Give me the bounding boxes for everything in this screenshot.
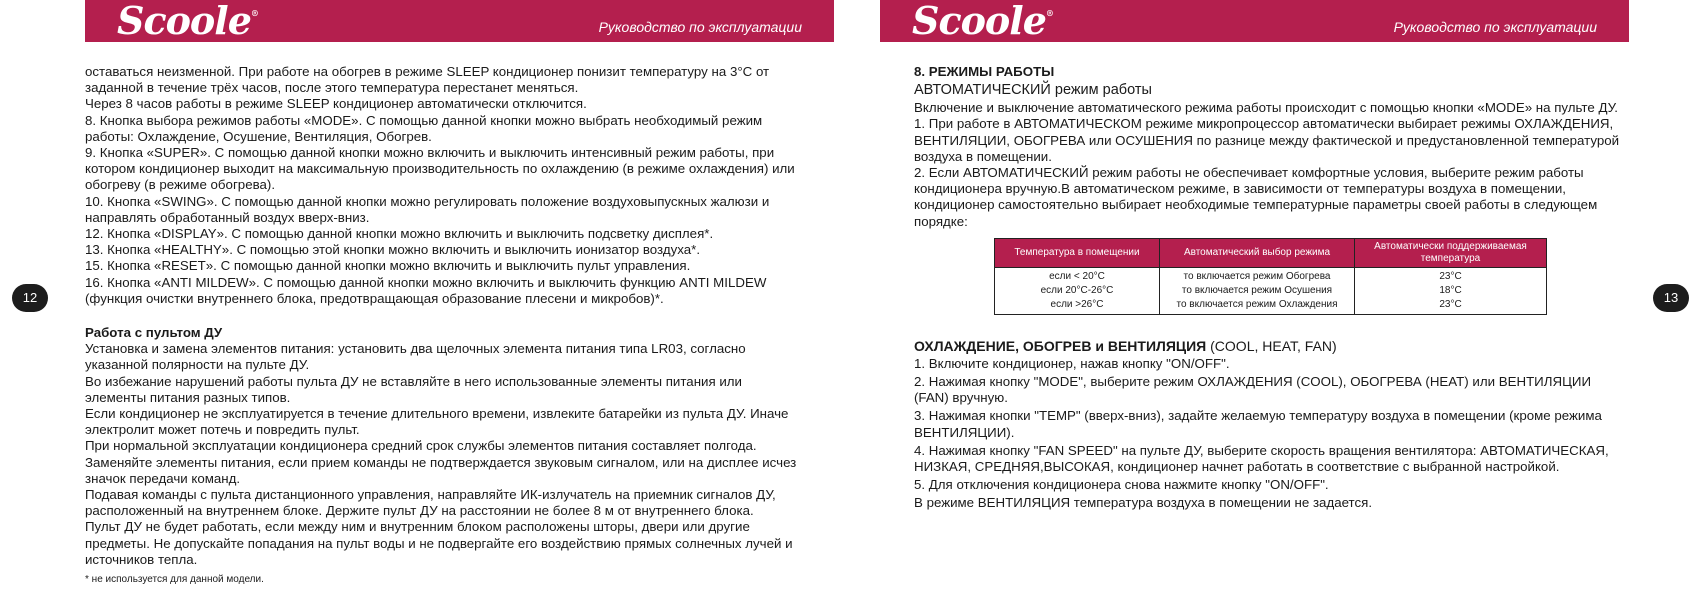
table-cell: 23°C bbox=[1355, 267, 1547, 284]
brand-logo: Scoole® bbox=[912, 0, 1053, 43]
brand-logo: Scoole® bbox=[117, 0, 258, 43]
paragraph: 3. Нажимая кнопки "TEMP" (вверх-вниз), задайте желаемую температуру воздуха в помещении (кроме режима ВЕНТИЛЯЦИИ). bbox=[914, 408, 1602, 440]
paragraph: Включение и выключение автоматического режима работы происходит с помощью кнопки «MODE» на пульте ДУ. bbox=[914, 100, 1618, 116]
paragraph: Пульт ДУ не будет работать, если между ним и внутренним блоком расположены шторы, двери или другие предметы. Не допускайте попадания на пульт воды и не подвергайте его воздействию прямых солнечных лучей и источников тепла. bbox=[85, 519, 793, 567]
paragraph: 12. Кнопка «DISPLAY». С помощью данной кнопки можно включить и выключить подсветку дисплея*. bbox=[85, 226, 714, 242]
paragraph: 2. Нажимая кнопку "MODE", выберите режим ОХЛАЖДЕНИЯ (COOL), ОБОГРЕВА (HEAT) или ВЕНТИЛЯЦИИ (FAN) вручную. bbox=[914, 374, 1592, 406]
paragraph: 8. Кнопка выбора режимов работы «MODE». С помощью данной кнопки можно выбрать необходимый режим работы: Охлаждение, Осушение, Вентиляция, Обогрев. bbox=[85, 112, 763, 144]
table-cell: 18°C bbox=[1355, 284, 1547, 298]
paragraph: 15. Кнопка «RESET». С помощью данной кнопки можно включить и выключить пульт управления. bbox=[85, 258, 691, 274]
table-cell: если >26°C bbox=[995, 298, 1160, 315]
paragraph: Через 8 часов работы в режиме SLEEP кондиционер автоматически отключится. bbox=[85, 96, 587, 112]
paragraph: 5. Для отключения кондиционера снова нажмите кнопку "ON/OFF". bbox=[914, 477, 1329, 493]
table-row bbox=[995, 267, 1547, 284]
paragraph: При нормальной эксплуатации кондиционера средний срок службы элементов питания составляет полгода. Заменяйте элементы питания, если прием команды не подтверждается звуковым сигналом, или на дисплее исчез значок передачи команд. bbox=[85, 438, 797, 486]
table-header: Температура в помещении bbox=[995, 238, 1160, 267]
table-header-row bbox=[995, 238, 1547, 267]
cool-heat-fan-title: ОХЛАЖДЕНИЕ, ОБОГРЕВ и ВЕНТИЛЯЦИЯ (COOL, HEAT, FAN) bbox=[914, 337, 1337, 354]
table-cell: то включается режим Обогрева bbox=[1160, 267, 1355, 284]
table-cell: то включается режим Охлаждения bbox=[1160, 298, 1355, 315]
paragraph: 10. Кнопка «SWING». С помощью данной кнопки можно регулировать положение воздуховыпускных жалюзи и направлять обработанный воздух вверх-вниз. bbox=[85, 193, 770, 225]
paragraph: 9. Кнопка «SUPER». С помощью данной кнопки можно включить и выключить интенсивный режим работы, при котором кондиционер выходит на максимальную производительность по охлаждению (в режиме охлаждения) или обогреву (в режиме обогрева). bbox=[85, 145, 795, 193]
paragraph: оставаться неизменной. При работе на обогрев в режиме SLEEP кондиционер понизит температуру на 3°C от заданной в течение трёх часов, после этого температура перестанет меняться. bbox=[85, 64, 770, 96]
paragraph: 16. Кнопка «ANTI MILDEW». С помощью данной кнопки можно включить и выключить функцию ANTI MILDEW (функция очистки внутреннего блока, предотвращающая образование плесени и микробов)*. bbox=[85, 274, 767, 306]
table-cell: если < 20°C bbox=[995, 267, 1160, 284]
paragraph: 1. При работе в АВТОМАТИЧЕСКОМ режиме микропроцессор автоматически выбирает режимы ОХЛАЖДЕНИЯ, ВЕНТИЛЯЦИИ, ОБОГРЕВА или ОСУШЕНИЯ по разнице между фактической и предустановленной температурой воздуха в помещении. bbox=[914, 116, 1620, 164]
paragraph: 2. Если АВТОМАТИЧЕСКИЙ режим работы не обеспечивает комфортные условия, выберите режим работы кондиционера вручную.В автоматическом режиме, в зависимости от температуры воздуха в помещении, кондиционер самостоятельно выбирает необходимые температурные параметры своей работы в следующем порядке: bbox=[914, 165, 1598, 229]
table-header: Автоматический выбор режима bbox=[1160, 238, 1355, 267]
table-cell: если 20°C-26°C bbox=[995, 284, 1160, 298]
header-subtitle: Руководство по эксплуатации bbox=[598, 19, 802, 35]
paragraph: В режиме ВЕНТИЛЯЦИЯ температура воздуха в помещении не задается. bbox=[914, 495, 1373, 511]
table-row bbox=[995, 298, 1547, 315]
paragraph: Подавая команды с пульта дистанционного управления, направляйте ИК-излучатель на приемник сигналов ДУ, расположенный на внутреннем блоке. Держите пульт ДУ на расстоянии не более 8 м от внутреннего блока. bbox=[85, 487, 776, 519]
footnote: * не используется для данной модели. bbox=[85, 574, 264, 585]
paragraph: 4. Нажимая кнопку "FAN SPEED" на пульте ДУ, выберите скорость вращения вентилятора: АВТОМАТИЧЕСКАЯ, НИЗКАЯ, СРЕДНЯЯ,ВЫСОКАЯ, кондиционер начнет работать в соответствие с выбранной настройкой. bbox=[914, 442, 1609, 475]
left-page-content bbox=[85, 64, 800, 568]
right-page-content bbox=[914, 64, 1628, 512]
section-title: 8. РЕЖИМЫ РАБОТЫ bbox=[914, 64, 1055, 79]
paragraph: Установка и замена элементов питания: установить два щелочных элемента питания типа LR03, согласно указанной полярности на пульте ДУ. bbox=[85, 341, 746, 373]
auto-mode-title: АВТОМАТИЧЕСКИЙ режим работы bbox=[914, 82, 1152, 99]
page-number-right: 13 bbox=[1653, 284, 1689, 312]
paragraph: 13. Кнопка «HEALTHY». С помощью этой кнопки можно включить и выключить ионизатор воздуха*. bbox=[85, 242, 701, 258]
remote-section-title: Работа с пультом ДУ bbox=[85, 325, 223, 341]
auto-mode-table bbox=[994, 238, 1547, 315]
table-cell: 23°C bbox=[1355, 298, 1547, 315]
header-left bbox=[85, 0, 834, 42]
table-cell: то включается режим Осушения bbox=[1160, 284, 1355, 298]
paragraph: Во избежание нарушений работы пульта ДУ не вставляйте в него использованные элементы питания или элементы питания разных типов. bbox=[85, 373, 742, 405]
table-header: Автоматически поддерживаемая температура bbox=[1355, 238, 1547, 267]
header-right bbox=[880, 0, 1629, 42]
page-number-left: 12 bbox=[12, 284, 48, 312]
header-subtitle: Руководство по эксплуатации bbox=[1393, 19, 1597, 35]
table-row bbox=[995, 284, 1547, 298]
paragraph: 1. Включите кондиционер, нажав кнопку "ON/OFF". bbox=[914, 355, 1230, 371]
paragraph: Если кондиционер не эксплуатируется в течение длительного времени, извлеките батарейки из пульта ДУ. Иначе электролит может потечь и повредить пульт. bbox=[85, 406, 789, 438]
